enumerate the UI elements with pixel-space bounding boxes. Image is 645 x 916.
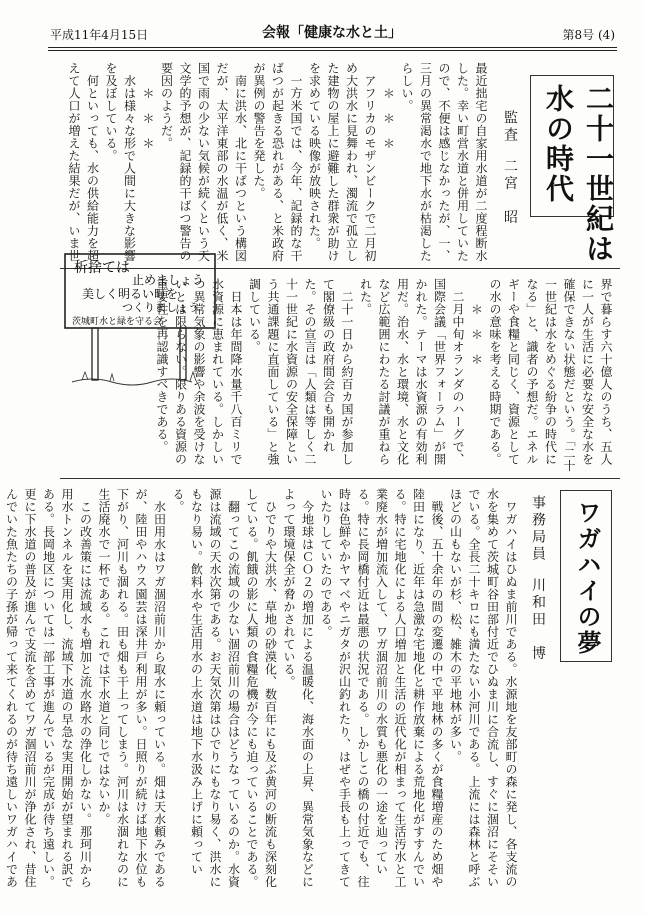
- article1-lower-text: 界で暮らす六十億人のうち、五人に一人が生活に必要な安全な水を確保できない状態だという。「二十一世紀は水をめぐる紛争の時代になる」と、識者の予想だ。エネルギーや食糧と同じく、資源としての水の意味を考える時期である。 ＊ ＊ ＊ 二月中旬オランダのハーグで、国際会議「世界フォーラム」が開かれた。テーマは水資源の有効利用だ。治水、水と環境、水と文化など広範囲にわたる討議が重ねられた。 二十一日から約百カ国が参加して閣僚級の政府間会合も開かれた。その宣言は「人類は等しく二十一世紀に水資源の安全保障という共通課題に直面している」と強調している。 日本は年間降水量千八百ミリで水資源に恵まれている。しかしいつ異常気象の影響や余波を受けないとは限らない。限りある資源の重要性を再認識すべきである。: [155, 278, 613, 472]
- lower-band-divider: [60, 478, 620, 479]
- article2-text: ワガハイはひぬま前川である。水源地を友部町の森に発し、各支流の水を集めて茨城町谷田部付近でひぬま川に合流し、すぐに涸沼にそそいでいる。全長二十キロにも満たない小河川である。上流には森林と呼ぶほどの山もないが杉、松、雑木の平地林が多い。 戦後、五十余年の間の変遷の中で平地林の多くが食糧増産のため畑や陸田になり、近年は急激な宅地化と耕作放棄による荒地化がすすんでいる。特に宅地化による人口増加と生活の近代化が相まって生活汚水と工業廃水が増加流入して、ワガ涸沼前川の水質も悪化の一途を辿っている。特に長岡橋付近は最悪の状況である。しかしこの橋の付近でも、往時は色鮮やかヤマベやニガタが沢山釣れたり、はぜや手長も上ってきていたりしていたのである。 今地球はＣＯ２の増加による温暖化、海水面の上昇、異常気象などによって環境保全が脅かされている。 ひでりや大洪水、草地の砂漠化、数百年にも及ぶ黄河の断流も深刻化している。飢餓の影に人類の食糧危機が今にも迫っていることである。 翻ってこの流域の少ない涸沼前川の場合はどうなっているのか。水資源は流域の天水次第である。お天気次第はひでりにもなり易く、洪水にもなり易い。飲料水や生活用水の上水道は地下水汲み上げに頼っている。 水田用水はワガ涸沼前川から取水に頼っている。畑は天水頼みであるが、陸田やハウス園芸は深井戸利用が多い。日照りが続けば地下水位も下がり、河川も涸れる。田も畑も干上ってしまう。河川は水涸れなのに生活廃水で一杯である。これでは下水道と同じではないか。 この改善策には流域水も増加と流水路水の浄化しかない。那珂川から用水トンネルを実用化し、流域下水道の早急な実用開始が望まれる訳である。長岡地区については一部工事が進んでいるが完成が待ち遠しい。更に下水道の普及が進んで支流を含めてワガ涸沼前川が浄化され、昔住んでいた魚たちの子孫が帰って来てくれるのが待ち遠しいワガハイであ: [4, 488, 518, 888]
- sign-line-2: 止めましょう: [132, 273, 205, 287]
- sign-line-1: 析捨ては: [74, 260, 130, 276]
- header-rule: [48, 47, 617, 48]
- sign-line-4: つくりましょう: [122, 301, 199, 314]
- issue-date: 平成11年4月15日: [50, 28, 149, 42]
- sign-line-3: 美しく明るい町を: [82, 287, 179, 301]
- article1-byline: 監査 二宮 昭: [502, 110, 518, 227]
- litter-sign-illustration: [62, 250, 220, 390]
- article1-title: 二十一世紀は 水の時代: [542, 84, 615, 264]
- issue-number: 第8号 (4): [562, 28, 615, 42]
- paper-name: 会報「健康な水と土」: [262, 25, 402, 41]
- article2-title: ワガハイの夢: [573, 500, 601, 656]
- sign-line-5: 茨城町水と緑を守る会: [72, 317, 163, 327]
- header-rule-thin: [48, 50, 617, 51]
- article2-byline: 事務局員 川和田 博: [530, 495, 546, 663]
- page-header: [50, 22, 615, 46]
- article1-upper-text: 最近拙宅の自家用水道が二度程断水した。幸い町営水道と併用していたので、不便は感じなかったが、一、三月の異常渇水で地下水が枯渇したらしい。 ＊ ＊ ＊ アフリカのモザンビークで二月初め大洪水に見舞われ、濁流で孤立した建物の屋上に避難した群衆が助けを求めている映像が放映された。 一方米国では、今年、記録的な干ばつが起きる恐れがある、と米政府が異例の警告を発した。 南に洪水、北に干ばつという構図だが、太平洋東部の水温が低く、米国で雨の少ない気候が続くという天文学的予想が、記録的干ばつ警告の要因のようだ。 ＊ ＊ ＊ 水は様々な形で人間に大きな影響を及ぼしている。 何といっても、水の供給能力を超えて人口が増えた結果だが、いま世: [67, 62, 488, 262]
